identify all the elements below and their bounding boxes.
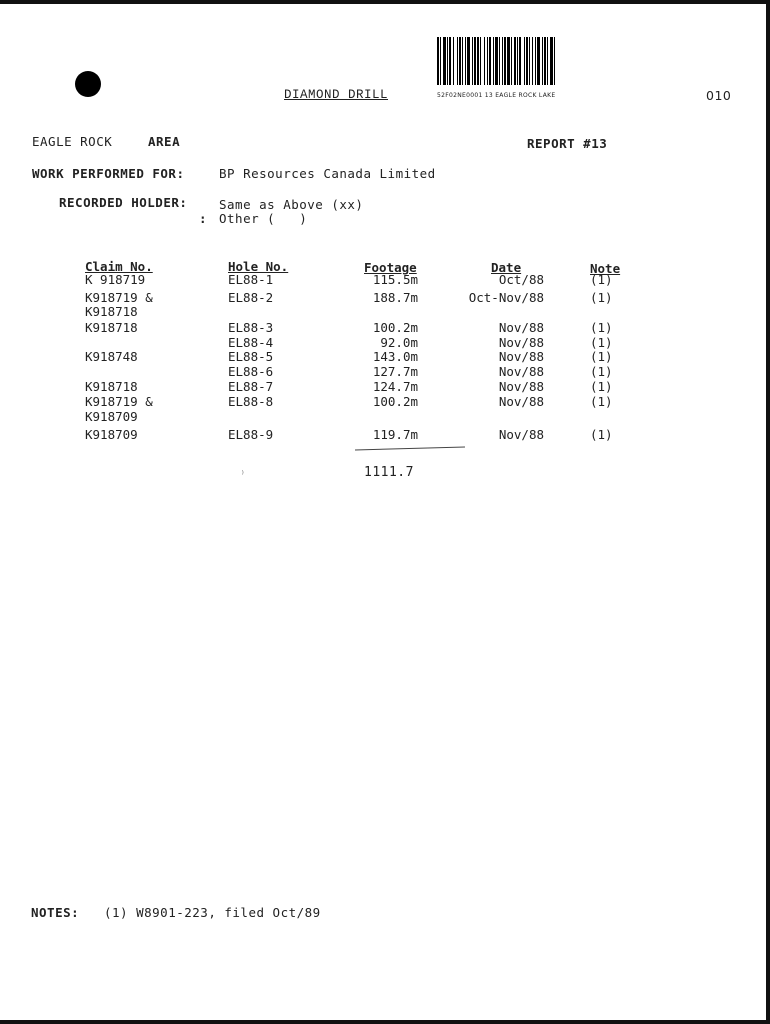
table-cell-date: Oct-Nov/88 xyxy=(468,290,544,305)
table-cell-hole: EL88-9 xyxy=(228,427,274,442)
table-cell-claim: K918719 & xyxy=(85,290,153,305)
table-cell-hole: EL88-4 xyxy=(228,335,274,350)
table-cell-date: Nov/88 xyxy=(498,379,544,394)
scan-top-edge xyxy=(0,0,770,4)
barcode-caption: 52F02NE0001 13 EAGLE ROCK LAKE xyxy=(437,92,556,99)
table-cell-footage: 124.7m xyxy=(372,379,418,394)
table-cell-footage: 100.2m xyxy=(372,394,418,409)
header-note: Note xyxy=(590,261,621,276)
table-cell-footage: 92.0m xyxy=(380,335,418,350)
table-cell-claim: K918709 xyxy=(85,427,138,442)
table-cell-claim: K918748 xyxy=(85,349,138,364)
report-number: REPORT #13 xyxy=(527,136,608,151)
table-cell-footage: 188.7m xyxy=(372,290,418,305)
document-title: DIAMOND DRILL xyxy=(284,88,389,102)
table-cell-claim: K918718 xyxy=(85,304,138,319)
barcode-bar xyxy=(555,37,557,85)
header-date: Date xyxy=(491,260,522,275)
table-cell-note: (1) xyxy=(590,349,613,364)
table-cell-claim: K918718 xyxy=(85,379,138,394)
area-label: AREA xyxy=(148,134,181,149)
table-cell-date: Nov/88 xyxy=(498,364,544,379)
table-cell-footage: 143.0m xyxy=(372,349,418,364)
table-cell-hole: EL88-1 xyxy=(228,272,274,287)
work-performed-value: BP Resources Canada Limited xyxy=(219,166,436,181)
total-underline xyxy=(355,447,465,451)
hole-punch-mark xyxy=(75,71,101,97)
table-cell-hole: EL88-5 xyxy=(228,349,274,364)
area-name: EAGLE ROCK xyxy=(32,134,113,149)
table-cell-note: (1) xyxy=(590,394,613,409)
table-cell-footage: 127.7m xyxy=(372,364,418,379)
table-cell-date: Nov/88 xyxy=(498,320,544,335)
scan-right-edge xyxy=(766,0,770,1024)
notes-label: NOTES: xyxy=(31,905,80,920)
header-footage: Footage xyxy=(364,260,417,275)
table-cell-note: (1) xyxy=(590,379,613,394)
recorded-holder-label: RECORDED HOLDER: xyxy=(59,195,188,210)
table-cell-note: (1) xyxy=(590,290,613,305)
table-cell-date: Nov/88 xyxy=(498,335,544,350)
header-claim-no: Claim No. xyxy=(85,259,153,274)
table-cell-footage: 119.7m xyxy=(372,427,418,442)
footage-total: 1111.7 xyxy=(364,465,414,480)
table-cell-footage: 115.5m xyxy=(372,272,418,287)
table-cell-hole: EL88-6 xyxy=(228,364,274,379)
table-cell-hole: EL88-8 xyxy=(228,394,274,409)
table-cell-claim: K918719 & xyxy=(85,394,153,409)
table-cell-date: Nov/88 xyxy=(498,427,544,442)
table-cell-claim: K918709 xyxy=(85,409,138,424)
work-performed-label: WORK PERFORMED FOR: xyxy=(32,166,185,181)
table-cell-note: (1) xyxy=(590,364,613,379)
table-cell-note: (1) xyxy=(590,320,613,335)
table-cell-date: Nov/88 xyxy=(498,349,544,364)
other-value: Other ( ) xyxy=(219,211,308,226)
barcode-image xyxy=(437,37,654,85)
scan-bottom-edge xyxy=(0,1020,770,1024)
notes-text: (1) W8901-223, filed Oct/89 xyxy=(104,905,321,920)
table-cell-claim: K 918719 xyxy=(85,272,146,287)
table-cell-note: (1) xyxy=(590,427,613,442)
table-cell-hole: EL88-2 xyxy=(228,290,274,305)
table-cell-note: (1) xyxy=(590,335,613,350)
table-cell-date: Nov/88 xyxy=(498,394,544,409)
scan-smudge-mark: ⁾ xyxy=(240,470,246,480)
table-cell-date: Oct/88 xyxy=(498,272,544,287)
header-hole-no: Hole No. xyxy=(228,259,289,274)
other-colon: : xyxy=(199,211,208,226)
table-cell-hole: EL88-3 xyxy=(228,320,274,335)
table-cell-hole: EL88-7 xyxy=(228,379,274,394)
table-cell-claim: K918718 xyxy=(85,320,138,335)
recorded-holder-value: Same as Above (xx) xyxy=(219,197,364,212)
table-cell-footage: 100.2m xyxy=(372,320,418,335)
page-code: 010 xyxy=(706,88,732,103)
table-cell-note: (1) xyxy=(590,272,613,287)
